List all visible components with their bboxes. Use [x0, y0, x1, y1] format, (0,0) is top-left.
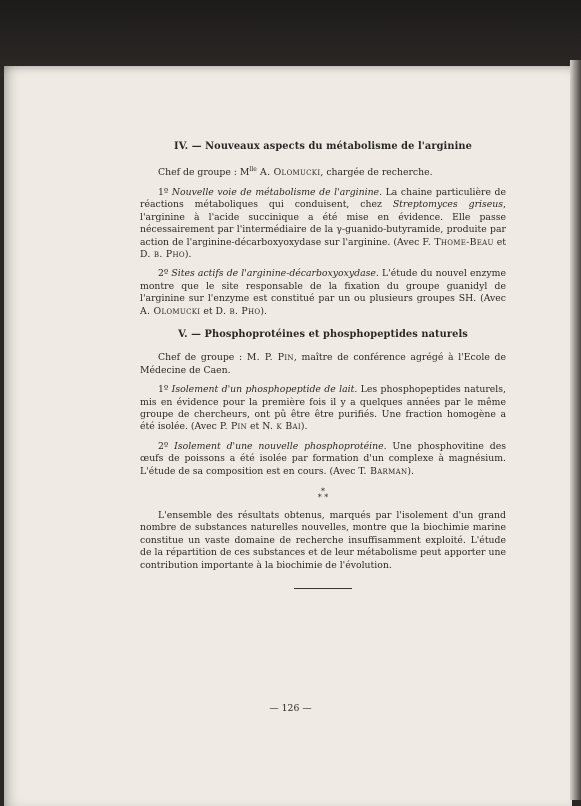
- section-v-item-1: [140, 384, 506, 434]
- item-text: Une phosphovitine des œufs de poissons a été isolée par formation d'un complexe à magnésium. L'étude de sa composition est en cours. (Avec: [140, 440, 506, 477]
- asterism-separator: * * *: [317, 487, 329, 503]
- chef-name: A. Olomucki: [256, 167, 321, 179]
- author-name: D. b. Pho: [140, 248, 185, 260]
- author-name: A. Olomucki: [140, 305, 201, 317]
- closing-rule: [294, 588, 352, 589]
- author-name: N. k Bai: [262, 421, 301, 433]
- item-number: 1º: [158, 186, 172, 198]
- section-iv-chef: [140, 164, 506, 180]
- section-v-item-2: [140, 441, 506, 478]
- section-v-chef: [140, 352, 506, 377]
- item-text: ).: [407, 465, 414, 477]
- item-text: ).: [300, 421, 308, 433]
- item-number: 2º: [158, 268, 172, 280]
- author-name: F. Thome-Beau: [422, 236, 494, 248]
- section-v-title: V. — Phosphoprotéines et phosphopeptides naturels: [178, 328, 468, 340]
- section-iv: [140, 141, 506, 318]
- item-text: et: [493, 236, 506, 248]
- species-name: Streptomyces griseus: [392, 199, 504, 211]
- item-text: L'étude du nouvel enzyme montre que le site responsable de la fixation du groupe guanidyl de l'arginine sur l'enzyme est constitué par un ou plusieurs groupes SH. (Avec: [140, 268, 506, 305]
- author-name: P. Pin: [219, 421, 248, 433]
- chef-label: Chef de groupe :: [158, 352, 247, 364]
- section-iv-title: IV. — Nouveaux aspects du métabolisme de l'arginine: [174, 141, 472, 152]
- section-iv-item-1: [140, 187, 506, 261]
- chef-rest: , maître de conférence agrégé à l'Ecole de Médecine de Caen.: [140, 352, 506, 376]
- page-edge-shadow: [570, 60, 581, 800]
- section-v: [140, 329, 506, 478]
- chef-sup: lle: [249, 166, 257, 174]
- section-iv-item-2: [140, 268, 506, 318]
- page-number: — 126 —: [269, 703, 312, 714]
- scan-background-top: [0, 0, 581, 76]
- item-number: 1º: [158, 384, 172, 396]
- chef-name: M. P. Pin: [246, 352, 294, 364]
- item-text: , l'arginine à l'acide succinique a été mise en évidence. Elle passe nécessairement par l'intermédiaire de la γ-guanido-butyramide, produite par action de l'arginine-décarboxyoxydase sur l'arginine. (Avec: [140, 199, 506, 248]
- item-number: 2º: [158, 440, 175, 452]
- item-title: Sites actifs de l'arginine-décarboxyoxydase.: [171, 268, 379, 280]
- chef-label: Chef de groupe : M: [158, 167, 250, 179]
- chef-rest: , chargée de recherche.: [320, 167, 433, 179]
- item-text: ).: [260, 305, 267, 317]
- item-text: La chaine particulière de réactions métaboliques qui conduisent, chez: [140, 186, 506, 211]
- item-title: Nouvelle voie de métabolisme de l'arginine.: [171, 186, 383, 198]
- item-title: Isolement d'un phosphopeptide de lait.: [171, 384, 358, 396]
- author-name: D. b. Pho: [215, 305, 261, 317]
- author-name: T. Barman: [358, 465, 408, 477]
- item-text: Les phosphopeptides naturels, mis en évidence pour la première fois il y a quelques années par le même groupe de chercheurs, ont pû être être purifiés. Une fraction homogène a été isolée. (Avec: [140, 384, 506, 433]
- item-text: et: [200, 305, 216, 317]
- item-text: ).: [184, 248, 192, 260]
- page-content: [140, 141, 506, 589]
- item-text: et: [247, 421, 263, 433]
- item-title: Isolement d'une nouvelle phosphoprotéine.: [174, 440, 387, 452]
- conclusion-paragraph: L'ensemble des résultats obtenus, marqués par l'isolement d'un grand nombre de substances naturelles nouvelles, montre que la biochimie marine constitue un vaste domaine de recherche insuffisamment exploité. L'étude de la répartition de ces substances et de leur métabolisme peut apporter une contribution importante à la biochimie de l'évolution.: [140, 510, 506, 571]
